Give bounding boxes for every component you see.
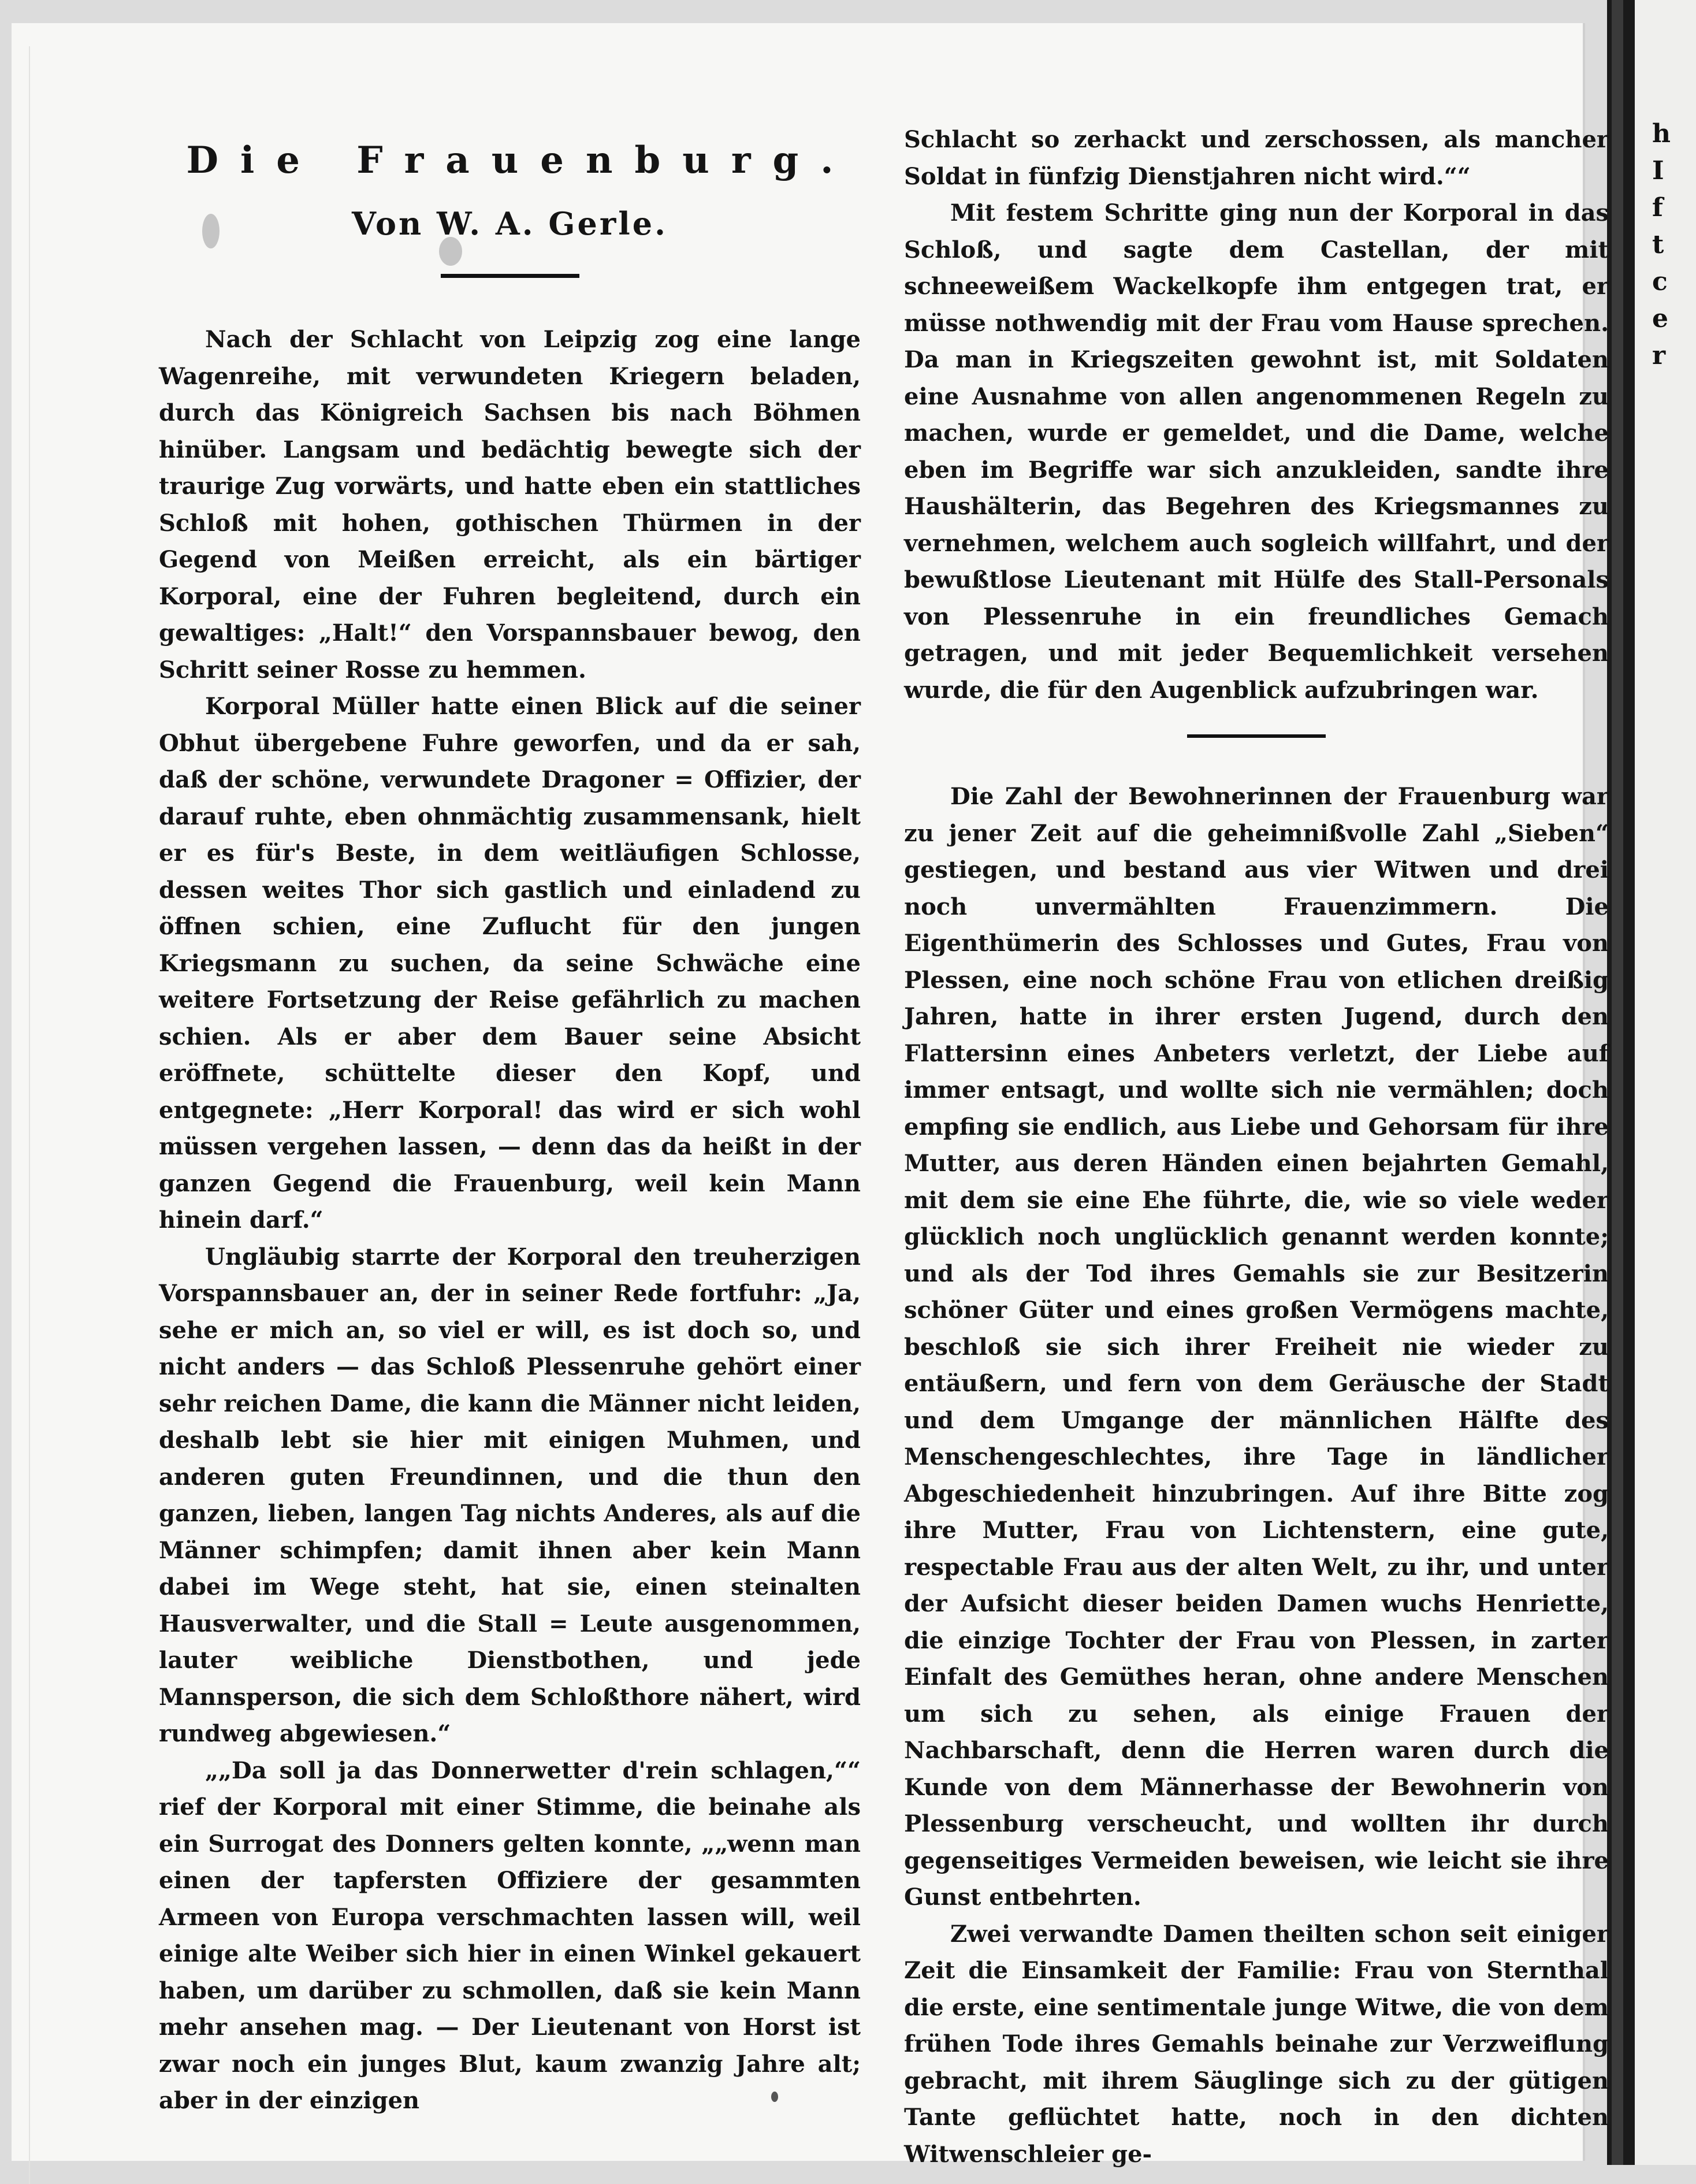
facing-page-letter: e [1652,304,1668,333]
paragraph: Nach der Schlacht von Leipzig zog eine lange Wagenreihe, mit verwundeten Kriegern beladen, durch das Königreich Sachsen bis nach Böhmen hinüber. Langsam und bedächtig bewegte sich der traurige Zug vorwärts, und hatte eben ein stattliches Schloß mit hohen, gothischen Thürmen in der Gegend von Meißen erreicht, als ein bärtiger Korporal, eine der Fuhren begleitend, durch ein gewaltiges: „Halt!“ den Vorspannsbauer bewog, den Schritt seiner Rosse zu hemmen. [159,326,861,684]
facing-page-letter: h [1652,119,1671,148]
paragraph: Ungläubig starrte der Korporal den treuherzigen Vorspannsbauer an, der in seiner Rede fortfuhr: „Ja, sehe er mich an, so viel er will, es ist doch so, und nicht anders — das Schloß Plessenruhe gehört einer sehr reichen Dame, die kann die Männer nicht leiden, deshalb lebt sie hier mit einigen Muhmen, und anderen guten Freundinnen, und die thun den ganzen, lieben, langen Tag nichts Anderes, als auf die Männer schimpfen; damit ihnen aber kein Mann dabei im Wege steht, hat sie, einen steinalten Hausverwalter, und die Stall = Leute ausgenommen, lauter weibliche Dienstbothen, und jede Mannsperson, die sich dem Schloßthore nähert, wird rundweg abgewiesen.“ [159,1243,861,1747]
left-column [159,139,861,2119]
facing-page-letter: t [1652,230,1664,259]
facing-page-edge [1635,0,1696,2165]
paragraph: Die Zahl der Bewohnerinnen der Frauenburg war zu jener Zeit auf die geheimnißvolle Zahl „Sieben“ gestiegen, und bestand aus vier Witwen und drei noch unvermählten Frauenzimmern. Die Eigenthümerin des Schlosses und Gutes, Frau von Plessen, eine noch schöne Frau von etlichen dreißig Jahren, hatte in ihrer ersten Jugend, durch den Flattersinn eines Anbeters verletzt, der Liebe auf immer entsagt, und wollte sich nie vermählen; doch empfing sie endlich, aus Liebe und Gehorsam für ihre Mutter, aus deren Händen einen bejahrten Gemahl, mit dem sie eine Ehe führte, die, wie so viele weder glücklich noch unglücklich genannt werden konnte; und als der Tod ihres Gemahls sie zur Besitzerin schöner Güter und eines großen Vermögens machte, beschloß sie sich ihrer Freiheit nie wieder zu entäußern, und fern von dem Geräusche der Stadt und dem Umgange der männlichen Hälfte des Menschengeschlechtes, ihre Tage in ländlicher Abgeschiedenheit hinzubringen. Auf ihre Bitte zog ihre Mutter, Frau von Lichtenstern, eine gute, respectable Frau aus der alten Welt, zu ihr, und unter der Aufsicht dieser beiden Damen wuchs Henriette, die einzige Tochter der Frau von Plessen, in zarter Einfalt des Gemüthes heran, ohne andere Menschen um sich zu sehen, als einige Frauen der Nachbarschaft, denn die Herren waren durch die Kunde von dem Männerhasse der Bewohnerin von Plessenburg verscheucht, und wollten ihr durch gegenseitiges Vermeiden beweisen, wie leicht sie ihre Gunst entbehrten. [904,783,1609,1911]
title-divider [441,274,579,278]
facing-page-letter: f [1652,193,1663,222]
article-byline: Von W. A. Gerle. [352,205,668,242]
book-page [12,23,1609,2168]
facing-page-letter: r [1652,341,1666,370]
paragraph: Schlacht so zerhackt und zerschossen, als mancher Soldat in fünfzig Dienstjahren nicht wird.““ [904,126,1609,190]
book-gutter [1612,0,1623,2165]
paragraph: Korporal Müller hatte einen Blick auf die seiner Obhut übergebene Fuhre geworfen, und da er sah, daß der schöne, verwundete Dragoner = Offizier, der darauf ruhte, eben ohnmächtig zusammensank, hielt er es für's Beste, in dem weitläufigen Schlosse, dessen weites Thor sich gastlich und einladend zu öffnen schien, eine Zuflucht für den jungen Kriegsmann zu suchen, da seine Schwäche eine weitere Fortsetzung der Reise gefährlich zu machen schien. Als er aber dem Bauer seine Absicht eröffnete, schüttelte dieser den Kopf, und entgegnete: „Herr Korporal! das wird er sich wohl müssen vergehen lassen, — denn das da heißt in der ganzen Gegend die Frauenburg, weil kein Mann hinein darf.“ [159,693,861,1234]
page-edge-line [29,46,30,2184]
right-column [904,121,1609,2172]
page-mark [771,2092,778,2102]
paragraph: Zwei verwandte Damen theilten schon seit einiger Zeit die Einsamkeit der Familie: Frau von Sternthal die erste, eine sentimentale junge Witwe, die von dem frühen Tode ihres Gemahls beinahe zur Verzweiflung gebracht, mit ihrem Säuglinge sich zu der gütigen Tante geflüchtet hatte, noch in den dichten Witwenschleier ge- [904,1920,1609,2168]
paragraph: Mit festem Schritte ging nun der Korporal in das Schloß, und sagte dem Castellan, der mit schneeweißem Wackelkopfe ihm entgegen trat, er müsse nothwendig mit der Frau vom Hause sprechen. Da man in Kriegszeiten gewohnt ist, mit Soldaten eine Ausnahme von allen angenommenen Regeln zu machen, wurde er gemeldet, und die Dame, welche eben im Begriffe war sich anzukleiden, sandte ihre Haushälterin, das Begehren des Kriegsmannes zu vernehmen, welchem auch sogleich willfahrt, und der bewußtlose Lieutenant mit Hülfe des Stall-Personals von Plessenruhe in ein freundliches Gemach getragen, und mit jeder Bequemlichkeit versehen wurde, die für den Augenblick aufzubringen war. [904,199,1609,704]
section-divider [1187,734,1326,738]
facing-page-letter: I [1652,156,1664,185]
facing-page-letter: c [1652,267,1668,296]
article-title: Die Frauenburg. [186,139,856,182]
paragraph: „„Da soll ja das Donnerwetter d'rein schlagen,““ rief der Korporal mit einer Stimme, die beinahe als ein Surrogat des Donners gelten konnte, „„wenn man einen der tapfersten Offiziere der gesammten Armeen von Europa verschmachten lassen will, weil einige alte Weiber sich hier in einen Winkel gekauert haben, um darüber zu schmollen, daß sie kein Mann mehr ansehen mag. — Der Lieutenant von Horst ist zwar noch ein junges Blut, kaum zwanzig Jahre alt; aber in der einzigen [159,1756,861,2114]
